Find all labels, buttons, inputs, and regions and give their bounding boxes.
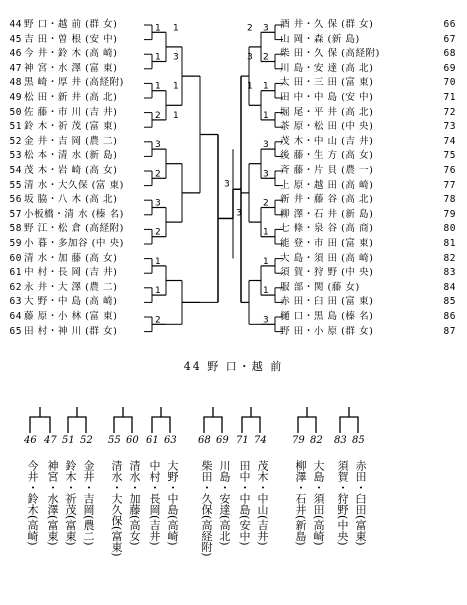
handwritten-number: 85 (352, 435, 365, 446)
handwritten-number: 51 (62, 435, 75, 446)
handwritten-pair: 清水・加藤(高女) (128, 460, 141, 546)
entry-number: 76 (443, 165, 456, 176)
bracket-score: 1 (173, 23, 179, 34)
entry-pair: 松 田・新 井 (高 北) (24, 92, 118, 103)
left-entry-row (4, 281, 144, 295)
mini-bracket (204, 407, 222, 433)
bracket-score: 1 (155, 52, 161, 63)
bracket-score: 2 (247, 23, 253, 34)
left-entry-row (4, 179, 144, 193)
entry-number: 75 (443, 150, 456, 162)
entry-number: 79 (443, 208, 456, 220)
bracket-score: 1 (263, 110, 269, 121)
mini-bracket (68, 407, 86, 433)
entry-pair: 茂 木・岩 崎 (高 女) (24, 165, 118, 176)
entry-pair: 野 口・越 前 (群 女) (24, 19, 118, 30)
entry-pair: 黒 崎・厚 井 (高経附) (24, 77, 124, 89)
bracket-score: 1 (173, 110, 179, 121)
entry-pair: 松 本・清 水 (新 島) (24, 150, 118, 162)
entry-number: 64 (9, 311, 22, 322)
bracket-score: 2 (155, 110, 161, 121)
bracket-score: 3 (224, 179, 230, 190)
handwritten-pair: 金井・吉岡(農二) (82, 460, 95, 546)
entry-number: 74 (443, 135, 456, 147)
entry-number: 51 (9, 121, 22, 133)
left-entry-row (4, 135, 144, 149)
entry-pair: 金 井・吉 岡 (農 二) (24, 135, 118, 147)
right-entry-row (280, 179, 456, 193)
entry-number: 61 (9, 267, 22, 279)
entry-number: 85 (443, 296, 456, 308)
right-entry-row (280, 33, 456, 47)
entry-number: 81 (443, 238, 456, 249)
right-entry-row (280, 76, 456, 90)
entry-pair: 斉 藤・片 貝 (農 一) (280, 165, 374, 176)
right-entry-row (280, 164, 456, 178)
left-entry-row (4, 222, 144, 236)
handwritten-pair: 鈴木・祈茂(富東) (64, 460, 77, 546)
entry-pair: 吉 田・曽 根 (安 中) (24, 33, 118, 45)
handwritten-pair: 神宮・水澤(富東) (46, 460, 59, 546)
entry-number: 55 (9, 179, 22, 191)
handwritten-pair: 柴田・久保(高経附) (200, 460, 213, 557)
right-entry-row (280, 281, 456, 295)
bracket-score: 1 (247, 81, 253, 92)
entry-pair: 小 暮・多加谷 (中 央) (24, 238, 124, 249)
bracket-score: 1 (155, 81, 161, 92)
handwritten-pair: 赤田・臼田(富東) (354, 460, 367, 546)
entry-number: 45 (9, 33, 22, 45)
entry-pair: 今 井・鈴 木 (高 崎) (24, 48, 118, 60)
handwritten-pair: 今井・鈴木(高崎) (26, 460, 39, 546)
handwritten-pair: 清水・大久保(富東) (110, 460, 123, 557)
bracket-score: 3 (263, 140, 269, 151)
entry-pair: 野 江・松 倉 (高経附) (24, 223, 124, 235)
entry-number: 83 (443, 267, 456, 279)
bracket-score: 1 (263, 81, 269, 92)
entry-number: 77 (443, 179, 456, 191)
entry-number: 68 (443, 48, 456, 60)
handwritten-number: 61 (146, 435, 159, 446)
entry-pair: 七 條・泉 谷 (高 商) (280, 223, 374, 235)
right-entry-row (280, 120, 456, 134)
entry-number: 60 (9, 252, 22, 264)
entry-pair: 永 井・大 澤 (農 二) (24, 281, 118, 293)
entry-number: 54 (9, 165, 22, 176)
entry-pair: 佐 藤・市 川 (吉 井) (24, 106, 118, 118)
entry-number: 59 (9, 238, 22, 249)
entry-number: 48 (9, 77, 22, 89)
entry-pair: 堀 尾・平 井 (高 北) (280, 106, 374, 118)
bracket-score: 3 (155, 140, 161, 151)
handwritten-number: 83 (334, 435, 347, 446)
bracket-score: 1 (155, 23, 161, 34)
entry-pair: 清 水・大久保 (富 東) (24, 179, 124, 191)
entry-pair: 坂 脇・八 木 (高 北) (24, 194, 118, 206)
champion-label: 44 野 口・越 前 (183, 360, 284, 373)
right-entry-row (280, 47, 456, 61)
bracket-score: 3 (263, 23, 269, 34)
entry-pair: 川 島・安 達 (高 北) (280, 62, 374, 74)
left-entry-row (4, 295, 144, 309)
bracket-score: 1 (263, 227, 269, 238)
handwritten-pair: 須賀・狩野(中央) (336, 460, 349, 546)
handwritten-pair: 大野・中島(高崎) (166, 460, 179, 546)
handwritten-number: 69 (216, 435, 229, 446)
entry-pair: 神 宮・水 澤 (富 東) (24, 62, 118, 74)
left-entry-row (4, 164, 144, 178)
mini-bracket (114, 407, 132, 433)
bracket-score: 3 (263, 315, 269, 326)
right-entry-row (280, 18, 456, 32)
entry-number: 47 (9, 62, 22, 74)
left-entry-row (4, 266, 144, 280)
bracket-score: 2 (155, 227, 161, 238)
bracket-score: 2 (155, 169, 161, 180)
handwritten-number: 47 (44, 435, 57, 446)
left-entry-row (4, 18, 144, 32)
entry-pair: 後 藤・生 方 (高 女) (280, 150, 374, 162)
entry-number: 70 (443, 77, 456, 89)
entry-pair: 田 村・神 川 (群 女) (24, 325, 118, 337)
handwritten-pair: 大島・須田(高崎) (312, 460, 325, 546)
bracket-score: 1 (155, 256, 161, 267)
entry-pair: 能 登・市 田 (富 東) (280, 238, 374, 249)
bracket-score: 2 (155, 315, 161, 326)
bracket-score: 2 (263, 198, 269, 209)
entry-number: 65 (9, 325, 22, 337)
handwritten-number: 82 (310, 435, 323, 446)
handwritten-number: 74 (254, 435, 267, 446)
entry-number: 58 (9, 223, 22, 235)
entry-pair: 太 田・三 田 (富 東) (280, 77, 374, 89)
entry-number: 46 (9, 48, 22, 60)
bracket-score: 3 (247, 52, 253, 63)
entry-number: 73 (443, 121, 456, 133)
bracket-score: 3 (236, 208, 242, 219)
entry-pair: 柴 田・久 保 (高経附) (280, 48, 380, 60)
left-entry-row (4, 47, 144, 61)
entry-number: 62 (9, 281, 22, 293)
entry-number: 53 (9, 150, 22, 162)
right-entry-row (280, 252, 456, 266)
mini-bracket (242, 407, 260, 433)
right-entry-row (280, 149, 456, 163)
mini-bracket (30, 407, 50, 433)
entry-pair: 山 岡・森 (新 島) (280, 33, 360, 45)
right-entry-row (280, 295, 456, 309)
right-entry-row (280, 208, 456, 222)
left-entry-row (4, 76, 144, 90)
bracket-score: 3 (155, 198, 161, 209)
entry-pair: 赤 田・臼 田 (富 東) (280, 296, 374, 308)
entry-pair: 柳 澤・石 井 (新 島) (280, 208, 374, 220)
right-entry-row (280, 237, 456, 251)
mini-bracket (340, 407, 358, 433)
entry-pair: 大 野・中 島 (高 崎) (24, 296, 118, 308)
left-entry-row (4, 62, 144, 76)
bracket-score: 3 (173, 52, 179, 63)
left-entry-row (4, 252, 144, 266)
handwritten-number: 79 (292, 435, 305, 446)
handwritten-pair: 柳澤・石井(新島) (294, 460, 307, 546)
handwritten-number: 63 (164, 435, 177, 446)
handwritten-pair: 川島・安達(高北) (218, 460, 231, 546)
entry-pair: 小板橋・清 水 (榛 名) (24, 208, 124, 220)
left-entry-row (4, 120, 144, 134)
entry-pair: 樋 口・黒 島 (榛 名) (280, 311, 374, 322)
entry-number: 44 (9, 19, 22, 30)
mini-bracket (152, 407, 170, 433)
entry-pair: 野 田・小 原 (群 女) (280, 325, 374, 337)
right-entry-row (280, 310, 456, 324)
entry-number: 69 (443, 62, 456, 74)
right-entry-row (280, 91, 456, 105)
entry-number: 84 (443, 281, 456, 293)
right-entry-row (280, 135, 456, 149)
handwritten-pair: 茂木・中山(吉井) (256, 460, 269, 546)
left-entry-row (4, 33, 144, 47)
left-entry-row (4, 149, 144, 163)
entry-number: 86 (443, 311, 456, 322)
entry-pair: 上 原・越 田 (高 崎) (280, 179, 374, 191)
entry-pair: 新 井・藤 谷 (高 北) (280, 194, 374, 206)
mini-bracket (298, 407, 316, 433)
bracket-score: 2 (263, 52, 269, 63)
handwritten-number: 55 (108, 435, 121, 446)
entry-pair: 鈴 木・祈 茂 (富 東) (24, 121, 118, 133)
entry-number: 67 (443, 33, 456, 45)
entry-number: 87 (443, 325, 456, 337)
right-entry-row (280, 222, 456, 236)
entry-pair: 服 部・関 (藤 女) (280, 281, 360, 293)
entry-pair: 清 水・加 藤 (高 女) (24, 252, 118, 264)
handwritten-number: 68 (198, 435, 211, 446)
right-entry-row (280, 325, 456, 339)
entry-pair: 中 村・長 岡 (吉 井) (24, 267, 118, 279)
left-entry-row (4, 237, 144, 251)
bracket-score: 1 (155, 286, 161, 297)
handwritten-pair: 中村・長岡(吉井) (148, 460, 161, 546)
right-entry-row (280, 193, 456, 207)
left-entry-row (4, 193, 144, 207)
handwritten-number: 60 (126, 435, 139, 446)
entry-pair: 茂 木・中 山 (吉 井) (280, 135, 374, 147)
right-entry-row (280, 266, 456, 280)
entry-pair: 酒 井・久 保 (群 女) (280, 19, 374, 30)
entry-pair: 須 賀・狩 野 (中 央) (280, 267, 374, 279)
entry-number: 72 (443, 106, 456, 118)
bracket-score: 1 (263, 286, 269, 297)
entry-number: 78 (443, 194, 456, 206)
entry-number: 80 (443, 223, 456, 235)
entry-number: 57 (9, 208, 22, 220)
left-entry-row (4, 325, 144, 339)
entry-number: 82 (443, 252, 456, 264)
handwritten-number: 52 (80, 435, 93, 446)
entry-pair: 茶 原・松 田 (中 央) (280, 121, 374, 133)
entry-number: 66 (443, 19, 456, 30)
entry-pair: 藤 原・小 林 (富 東) (24, 311, 118, 322)
entry-number: 71 (443, 92, 456, 103)
bracket-score: 1 (173, 81, 179, 92)
entry-number: 52 (9, 135, 22, 147)
right-entry-row (280, 62, 456, 76)
bracket-score: 3 (263, 169, 269, 180)
entry-number: 56 (9, 194, 22, 206)
left-entry-row (4, 310, 144, 324)
handwritten-number: 46 (24, 435, 37, 446)
handwritten-pair: 田中・中島(安中) (238, 460, 251, 546)
entry-number: 49 (9, 92, 22, 103)
handwritten-number: 71 (236, 435, 249, 446)
entry-number: 63 (9, 296, 22, 308)
left-entry-row (4, 208, 144, 222)
left-entry-row (4, 106, 144, 120)
left-entry-row (4, 91, 144, 105)
bracket-score: 1 (263, 256, 269, 267)
entry-number: 50 (9, 106, 22, 118)
entry-pair: 田 中・中 島 (安 中) (280, 92, 374, 103)
entry-pair: 大 島・須 田 (高 崎) (280, 252, 374, 264)
right-entry-row (280, 106, 456, 120)
